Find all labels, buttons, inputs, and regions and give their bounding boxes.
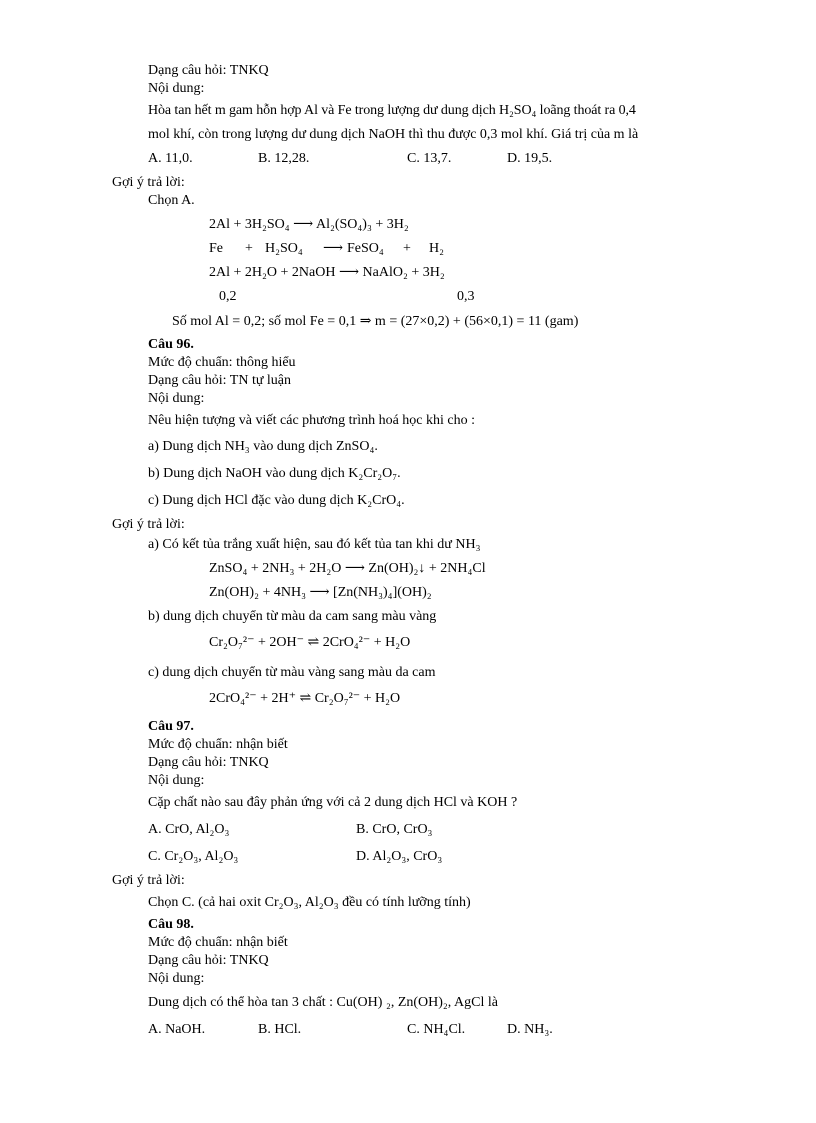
equation-a2: Zn(OH)₂ + 4NH₃ ⟶ [Zn(NH₃)₄](OH)₂	[209, 585, 432, 600]
question-title: Câu 98.	[148, 917, 194, 932]
equation-1: 2Al + 3H₂SO₄ ⟶ Al₂(SO₄)₃ + 3H₂	[209, 217, 409, 232]
option-d: D. Al₂O₃, CrO₃	[356, 849, 443, 864]
equation-a1: ZnSO₄ + 2NH₃ + 2H₂O ⟶ Zn(OH)₂↓ + 2NH₄Cl	[209, 561, 486, 576]
answer-b: b) dung dịch chuyển từ màu da cam sang màu vàng	[148, 609, 437, 624]
option-b: B. HCl.	[258, 1022, 302, 1037]
question-text-line1: Hòa tan hết m gam hỗn hợp Al và Fe trong lượng dư dung dịch H₂SO₄ loãng thoát ra 0,4	[148, 103, 636, 118]
option-d: D. NH₃.	[507, 1022, 553, 1037]
answer-c: c) dung dịch chuyển từ màu vàng sang màu da cam	[148, 665, 436, 680]
content-label: Nội dung:	[148, 971, 205, 986]
option-c: C. 13,7.	[407, 151, 452, 166]
option-b: B. CrO, CrO₃	[356, 822, 433, 837]
option-c: C. Cr₂O₃, Al₂O₃	[148, 849, 239, 864]
content-label: Nội dung:	[148, 773, 205, 788]
answer-a: a) Có kết tủa trắng xuất hiện, sau đó kết tủa tan khi dư NH₃	[148, 537, 481, 552]
question-type-line: Dạng câu hỏi: TNKQ	[148, 953, 269, 968]
hint-label: Gợi ý trả lời:	[112, 175, 185, 190]
content-label: Nội dung:	[148, 391, 205, 406]
answer-choice: Chọn C. (cả hai oxit Cr₂O₃, Al₂O₃ đều có tính lưỡng tính)	[148, 895, 471, 910]
question-title: Câu 97.	[148, 719, 194, 734]
equation-b: Cr₂O₇²⁻ + 2OH⁻ ⇌ 2CrO₄²⁻ + H₂O	[209, 635, 411, 650]
mole-value-right: 0,3	[457, 289, 475, 304]
equation-3: 2Al + 2H₂O + 2NaOH ⟶ NaAlO₂ + 3H₂	[209, 265, 445, 280]
calculation-line: Số mol Al = 0,2; số mol Fe = 0,1 ⇒ m = (27×0,2) + (56×0,1) = 11 (gam)	[172, 314, 579, 329]
mole-value-left: 0,2	[219, 289, 237, 304]
option-a: A. 11,0.	[148, 151, 193, 166]
answer-choice: Chọn A.	[148, 193, 195, 208]
question-type-line: Dạng câu hỏi: TNKQ	[148, 755, 269, 770]
content-label: Nội dung:	[148, 81, 205, 96]
option-c: C. NH₄Cl.	[407, 1022, 466, 1037]
equation-2: Fe + H₂SO₄ ⟶ FeSO₄ + H₂	[209, 241, 444, 256]
question-type-line: Dạng câu hỏi: TNKQ	[148, 63, 269, 78]
hint-label: Gợi ý trả lời:	[112, 873, 185, 888]
question-type-line: Dạng câu hỏi: TN tự luận	[148, 373, 292, 388]
level-line: Mức độ chuẩn: thông hiểu	[148, 355, 296, 370]
option-a: A. NaOH.	[148, 1022, 206, 1037]
subquestion-a: a) Dung dịch NH₃ vào dung dịch ZnSO₄.	[148, 439, 378, 454]
subquestion-b: b) Dung dịch NaOH vào dung dịch K₂Cr₂O₇.	[148, 466, 401, 481]
option-d: D. 19,5.	[507, 151, 553, 166]
subquestion-c: c) Dung dịch HCl đặc vào dung dịch K₂CrO₄.	[148, 493, 405, 508]
option-b: B. 12,28.	[258, 151, 310, 166]
hint-label: Gợi ý trả lời:	[112, 517, 185, 532]
question-text: Dung dịch có thể hòa tan 3 chất : Cu(OH) ₂, Zn(OH)₂, AgCl là	[148, 995, 498, 1010]
level-line: Mức độ chuẩn: nhận biết	[148, 935, 288, 950]
question-text-line2: mol khí, còn trong lượng dư dung dịch NaOH thì thu được 0,3 mol khí. Giá trị của m là	[148, 127, 639, 142]
question-prompt: Nêu hiện tượng và viết các phương trình hoá học khi cho :	[148, 413, 476, 428]
equation-c: 2CrO₄²⁻ + 2H⁺ ⇌ Cr₂O₇²⁻ + H₂O	[209, 691, 401, 706]
question-title: Câu 96.	[148, 337, 194, 352]
option-a: A. CrO, Al₂O₃	[148, 822, 230, 837]
question-text: Cặp chất nào sau đây phản ứng với cả 2 dung dịch HCl và KOH ?	[148, 795, 518, 810]
level-line: Mức độ chuẩn: nhận biết	[148, 737, 288, 752]
